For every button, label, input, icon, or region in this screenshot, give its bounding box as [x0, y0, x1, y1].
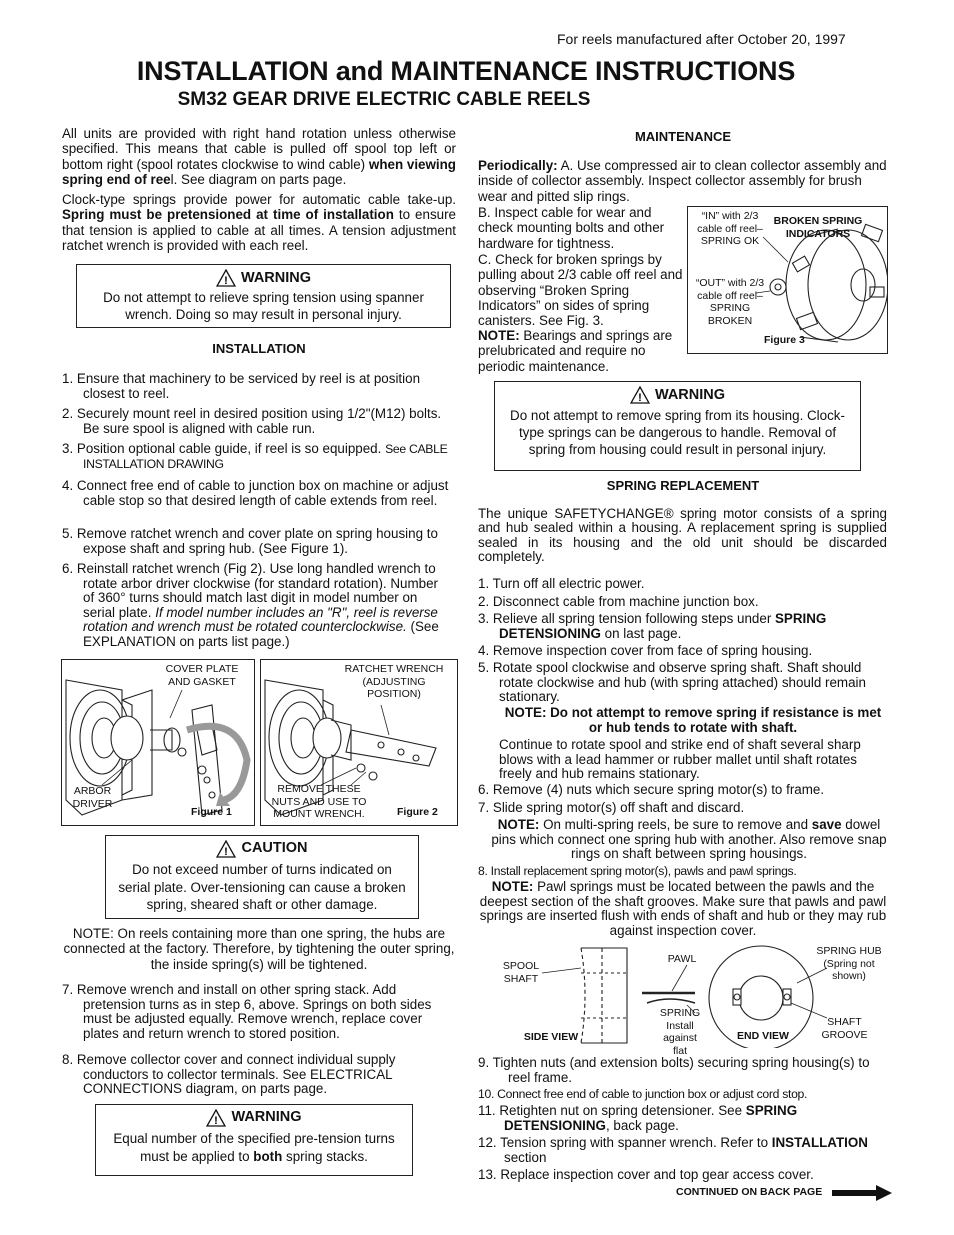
replace-step-5: 5. Rotate spool clockwise and observe spring shaft. Shaft should rotate clockwise and hub (with spring attached) should remain stationary. [478, 660, 866, 705]
replace-step-11: 11. Retighten nut on spring detensioner. See SPRING DETENSIONING, back page. [478, 1103, 798, 1133]
maintenance-heading: MAINTENANCE [634, 129, 732, 144]
maintenance-item-c: C. Check for broken springs by pulling about 2/3 cable off reel and observing “Broken Spring Indicators” on sides of spring canisters. See Fig. 3. [478, 252, 683, 329]
spring-replacement-heading: SPRING REPLACEMENT [606, 478, 760, 493]
replace-step-10: 10. Connect free end of cable to junction box or adjust cord stop. [478, 1087, 808, 1101]
maintenance-periodic: Periodically: A. Use compressed air to clean collector assembly and inside of collector assembly. Inspect collector assembly for brush wear and pitted slip rings. [478, 158, 887, 204]
maintenance-note: NOTE: Bearings and springs are prelubricated and require no periodic maintenance. [478, 328, 673, 374]
svg-text:!: ! [214, 1115, 219, 1127]
install-step-1: 1. Ensure that machinery to be serviced by reel is at position closest to reel. [62, 371, 421, 401]
figure-1-label-cover: COVER PLATE AND GASKET [165, 663, 239, 688]
replace-step-13: 13. Replace inspection cover and top gear access cover. [478, 1167, 814, 1182]
page-subtitle: SM32 GEAR DRIVE ELECTRIC CABLE REELS [177, 89, 591, 110]
caution-header: ! CAUTION [116, 840, 408, 858]
replace-step-8: 8. Install replacement spring motor(s), pawls and pawl springs. [478, 864, 797, 878]
figure-2 [260, 659, 458, 826]
warning-header: ! WARNING [87, 269, 440, 287]
warning-box-tension [76, 264, 451, 328]
warning-header: ! WARNING [505, 386, 850, 404]
replace-step-6: 6. Remove (4) nuts which secure spring motor(s) to frame. [478, 782, 825, 797]
figure-2-label-nuts: REMOVE THESE NUTS AND USE TO MOUNT WRENCH. [271, 783, 367, 820]
arrow-right-icon [832, 1184, 894, 1202]
figure-1 [61, 659, 255, 826]
figure-3-label-in: “IN” with 2/3 cable off reel– SPRING OK [697, 210, 763, 247]
install-step-7: 7. Remove wrench and install on other spring stack. Add pretension turns as in step 6, above. Springs on both sides must be adjusted equally. Remove wrench, replace cover plates and return wrench to stored position. [62, 982, 432, 1041]
manufacture-date-note: For reels manufactured after October 20, 1997 [557, 31, 846, 47]
svg-text:!: ! [224, 275, 228, 287]
figure-3-label-out: “OUT” with 2/3 cable off reel– SPRING BROKEN [695, 277, 765, 327]
installation-heading: INSTALLATION [212, 341, 306, 356]
replace-step-12: 12. Tension spring with spanner wrench. Refer to INSTALLATION section [478, 1135, 868, 1165]
pawl-diagram [497, 943, 882, 1057]
warning-box-housing [494, 381, 861, 471]
warning-text: Equal number of the specified pre-tension turns must be applied to both spring stacks. [113, 1131, 395, 1164]
install-step-8: 8. Remove collector cover and connect individual supply conductors to collector terminals. See ELECTRICAL CONNECTIONS diagram, on parts page. [62, 1052, 396, 1097]
page-title: INSTALLATION and MAINTENANCE INSTRUCTIONS [136, 56, 796, 86]
install-step-3: 3. Position optional cable guide, if reel is so equipped. See CABLE INSTALLATION DRAWING [62, 441, 448, 471]
replace-step-3: 3. Relieve all spring tension following steps under SPRING DETENSIONING on last page. [478, 611, 827, 641]
label-pawl: PAWL [667, 953, 697, 965]
install-step-4: 4. Connect free end of cable to junction box on machine or adjust cable stop so that desired length of cable extends from reel. [62, 478, 449, 508]
replace-step-7-note: NOTE: On multi-spring reels, be sure to remove and save dowel pins which connect one spring hub with another. Also remove snap rings on shaft between spring housings. [491, 817, 887, 862]
install-step-2: 2. Securely mount reel in desired position using 1/2"(M12) bolts. Be sure spool is aligned with cable run. [62, 406, 442, 436]
maintenance-item-b: B. Inspect cable for wear and check mounting bolts and other hardware for tightness. [478, 205, 665, 251]
figure-3-label-indicators: BROKEN SPRING INDICATORS [773, 215, 863, 240]
replace-step-8-note: NOTE: Pawl springs must be located between the pawls and the deepest section of the shaft grooves. Make sure that pawls and pawl springs are inserted flush with ends of shaft and hub or they may rub against inspection cover. [479, 879, 887, 938]
caution-text: Do not exceed number of turns indicated on serial plate. Over-tensioning can cause a broken spring, sheared shaft or other damage. [118, 862, 406, 912]
warning-triangle-icon [216, 269, 236, 287]
intro-paragraph-1: All units are provided with right hand rotation unless otherwise specified. This means that cable is pulled off spool top left or bottom right (spool rotates clockwise to wind cable) when viewing spring end of reel. See diagram on parts page. [62, 126, 456, 187]
replace-step-2: 2. Disconnect cable from machine junction box. [478, 594, 759, 609]
replace-step-5-continue: Continue to rotate spool and strike end of shaft several sharp blows with a lead hammer or rubber mallet until shaft rotates freely and hub remains stationary. [499, 737, 861, 782]
label-spring-hub: SPRING HUB (Spring not shown) [816, 945, 882, 982]
svg-text:!: ! [638, 392, 642, 404]
figure-1-label-arbor: ARBOR DRIVER [72, 785, 113, 810]
warning-text: Do not attempt to remove spring from its housing. Clock-type springs can be dangerous to handle. Removal of spring from housing could result in personal injury. [510, 408, 845, 457]
replace-step-1: 1. Turn off all electric power. [478, 576, 645, 591]
warning-triangle-icon [630, 386, 650, 404]
replace-step-7: 7. Slide spring motor(s) off shaft and discard. [478, 800, 745, 815]
intro-paragraph-2: Clock-type springs provide power for automatic cable take-up. Spring must be pretensioned at time of installation to ensure that tension is applied to cable at all times. A tension adjustment ratchet wrench is provided with each reel. [62, 192, 456, 253]
label-spring-install: SPRING Install against flat [659, 1007, 701, 1057]
warning-text: Do not attempt to relieve spring tension using spanner wrench. Doing so may result in personal injury. [103, 290, 424, 322]
caution-box [105, 835, 419, 919]
caution-triangle-icon [216, 840, 236, 858]
spring-replacement-intro: The unique SAFETYCHANGE® spring motor consists of a spring and hub sealed within a housing. A replacement spring is supplied sealed in its housing and the old unit should be discarded completely. [478, 506, 887, 564]
warning-header: ! WARNING [106, 1109, 402, 1127]
multi-spring-note: NOTE: On reels containing more than one spring, the hubs are connected at the factory. Therefore, by tightening the outer spring, the inside spring(s) will be tightened. [63, 926, 455, 972]
figure-2-label-wrench: RATCHET WRENCH (ADJUSTING POSITION) [344, 663, 444, 700]
label-shaft-groove: SHAFT GROOVE [821, 1016, 868, 1041]
figure-2-caption: Figure 2 [397, 806, 438, 818]
figure-3 [687, 206, 888, 354]
figure-1-caption: Figure 1 [191, 806, 232, 818]
replace-step-5-note: NOTE: Do not attempt to remove spring if resistance is met or hub tends to rotate with shaft. [504, 705, 882, 735]
replace-step-4: 4. Remove inspection cover from face of spring housing. [478, 643, 813, 658]
label-spool-shaft: SPOOL SHAFT [502, 960, 540, 985]
label-end-view: END VIEW [737, 1030, 789, 1042]
label-side-view: SIDE VIEW [523, 1031, 579, 1043]
install-step-5: 5. Remove ratchet wrench and cover plate on spring housing to expose shaft and spring hub. (See Figure 1). [62, 526, 438, 556]
svg-text:!: ! [224, 846, 229, 858]
warning-box-equal-turns [95, 1104, 413, 1176]
warning-triangle-icon [206, 1109, 226, 1127]
figure-3-caption: Figure 3 [764, 334, 805, 346]
replace-step-9: 9. Tighten nuts (and extension bolts) securing spring housing(s) to reel frame. [478, 1055, 870, 1085]
continued-note: CONTINUED ON BACK PAGE [676, 1186, 823, 1198]
install-step-6: 6. Reinstall ratchet wrench (Fig 2). Use long handled wrench to rotate arbor driver clockwise (for standard rotation). Number of 360° turns should match last digit in model number on serial plate. If model number includes an "R", reel is reverse rotation and wrench must be rotated counterclockwise. (See EXPLANATION on parts list page.) [62, 561, 439, 649]
